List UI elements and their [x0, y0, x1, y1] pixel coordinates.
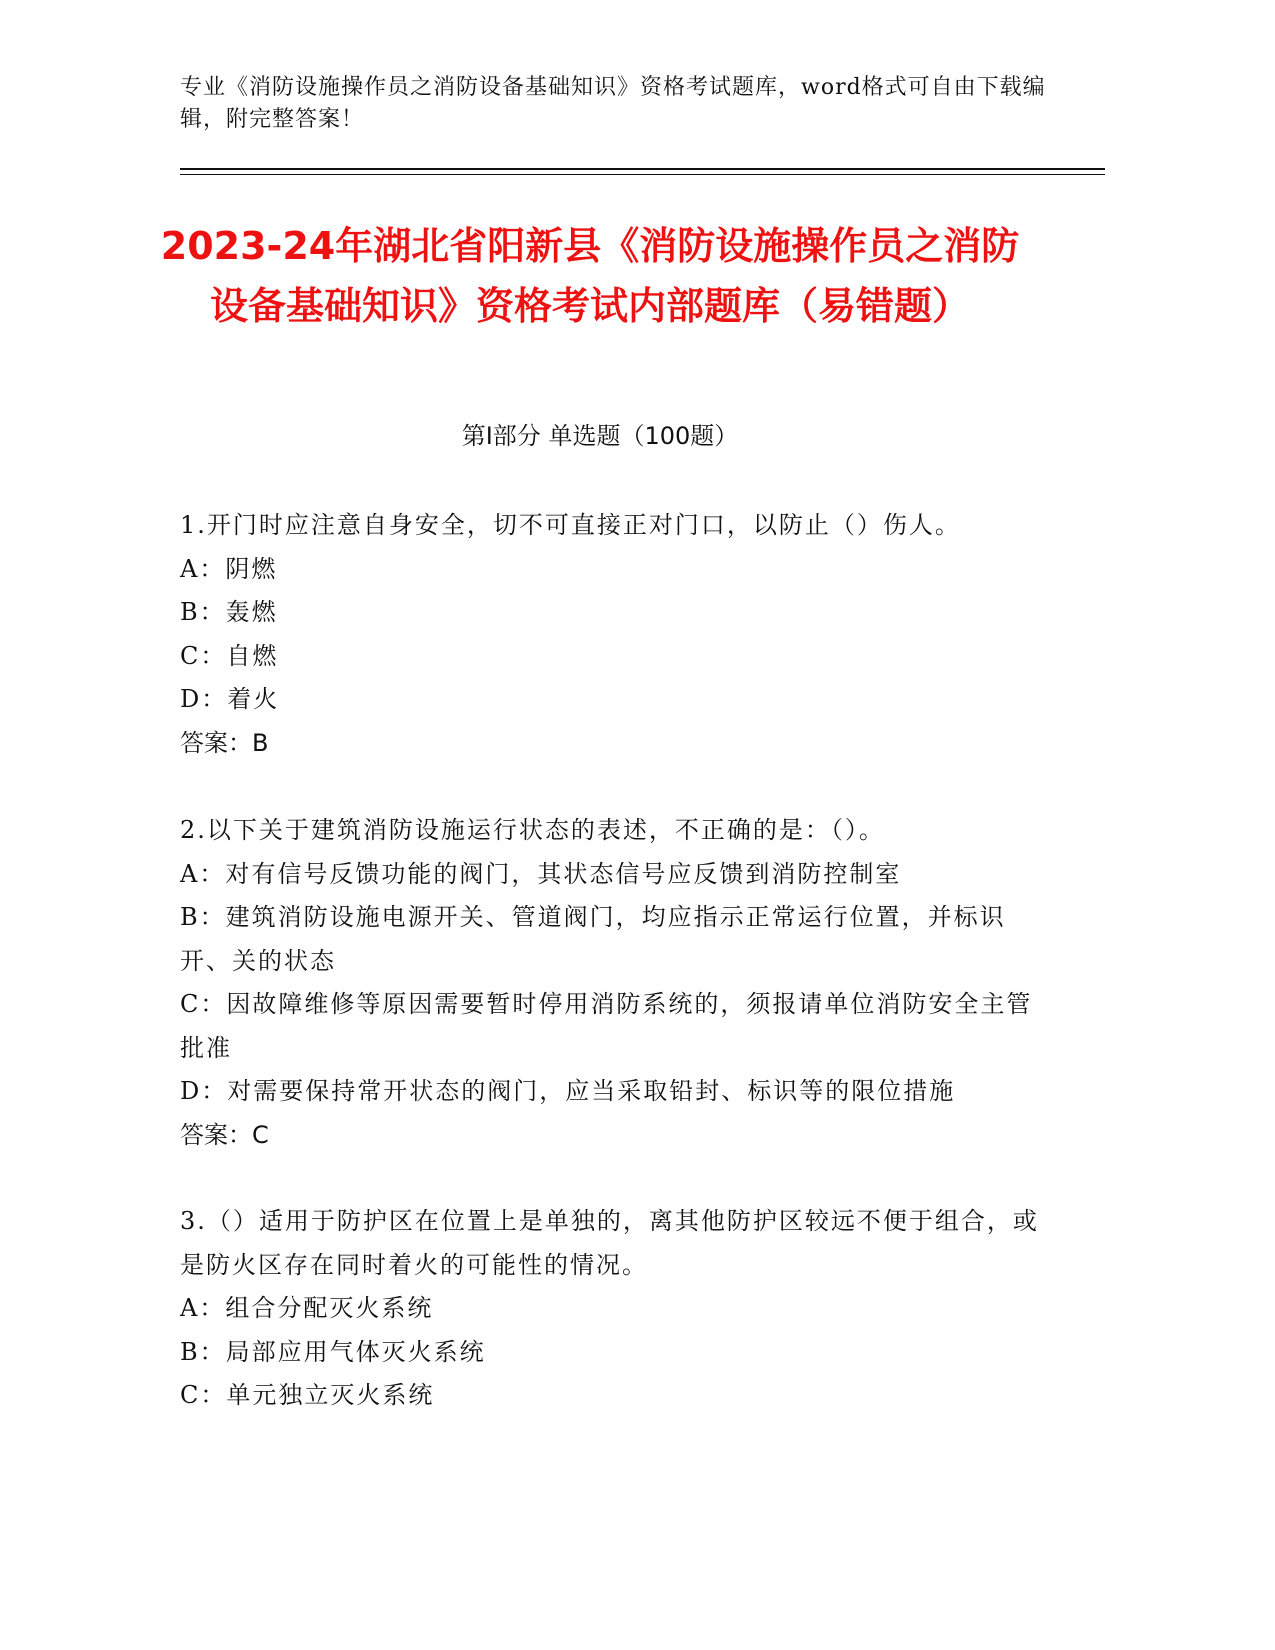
option-c: C：因故障维修等原因需要暂时停用消防系统的，须报请单位消防安全主管批准	[180, 990, 1033, 1062]
option-b: B：建筑消防设施电源开关、管道阀门，均应指示正常运行位置，并标识开、关的状态	[180, 903, 1006, 975]
option-c: C：单元独立灭火系统	[180, 1381, 435, 1409]
header-divider-thin	[180, 174, 1105, 175]
option-a: A：阴燃	[180, 554, 278, 583]
header-divider-thick	[180, 168, 1105, 170]
option-b: B：局部应用气体灭火系统	[180, 1337, 486, 1366]
option-c: C：自燃	[180, 641, 279, 670]
answer: 答案：B	[180, 728, 269, 757]
header-note: 专业《消防设施操作员之消防设备基础知识》资格考试题库，word格式可自由下载编辑，附完整答案！	[180, 75, 1046, 132]
question-2	[180, 809, 1040, 1157]
option-d: D：对需要保持常开状态的阀门，应当采取铅封、标识等的限位措施	[180, 1077, 956, 1105]
question-stem: 2.以下关于建筑消防设施运行状态的表述，不正确的是：（）。	[180, 816, 885, 844]
section-title: 第I部分 单选题（100题）	[461, 422, 739, 450]
option-b: B：轰燃	[180, 598, 278, 626]
question-stem: 1.开门时应注意自身安全，切不可直接正对门口，以防止（）伤人。	[180, 511, 961, 539]
option-a: A：组合分配灭火系统	[180, 1294, 434, 1322]
question-1	[180, 504, 1040, 765]
document-title: 2023-24年湖北省阳新县《消防设施操作员之消防设备基础知识》资格考试内部题库（易错题）	[160, 224, 1020, 328]
option-a: A：对有信号反馈功能的阀门，其状态信号应反馈到消防控制室	[180, 859, 902, 888]
answer: 答案：C	[180, 1120, 269, 1149]
question-3	[180, 1200, 1040, 1418]
question-stem: 3.（）适用于防护区在位置上是单独的，离其他防护区较远不便于组合，或是防火区存在同时着火的可能性的情况。	[180, 1207, 1039, 1279]
option-d: D：着火	[180, 685, 280, 713]
